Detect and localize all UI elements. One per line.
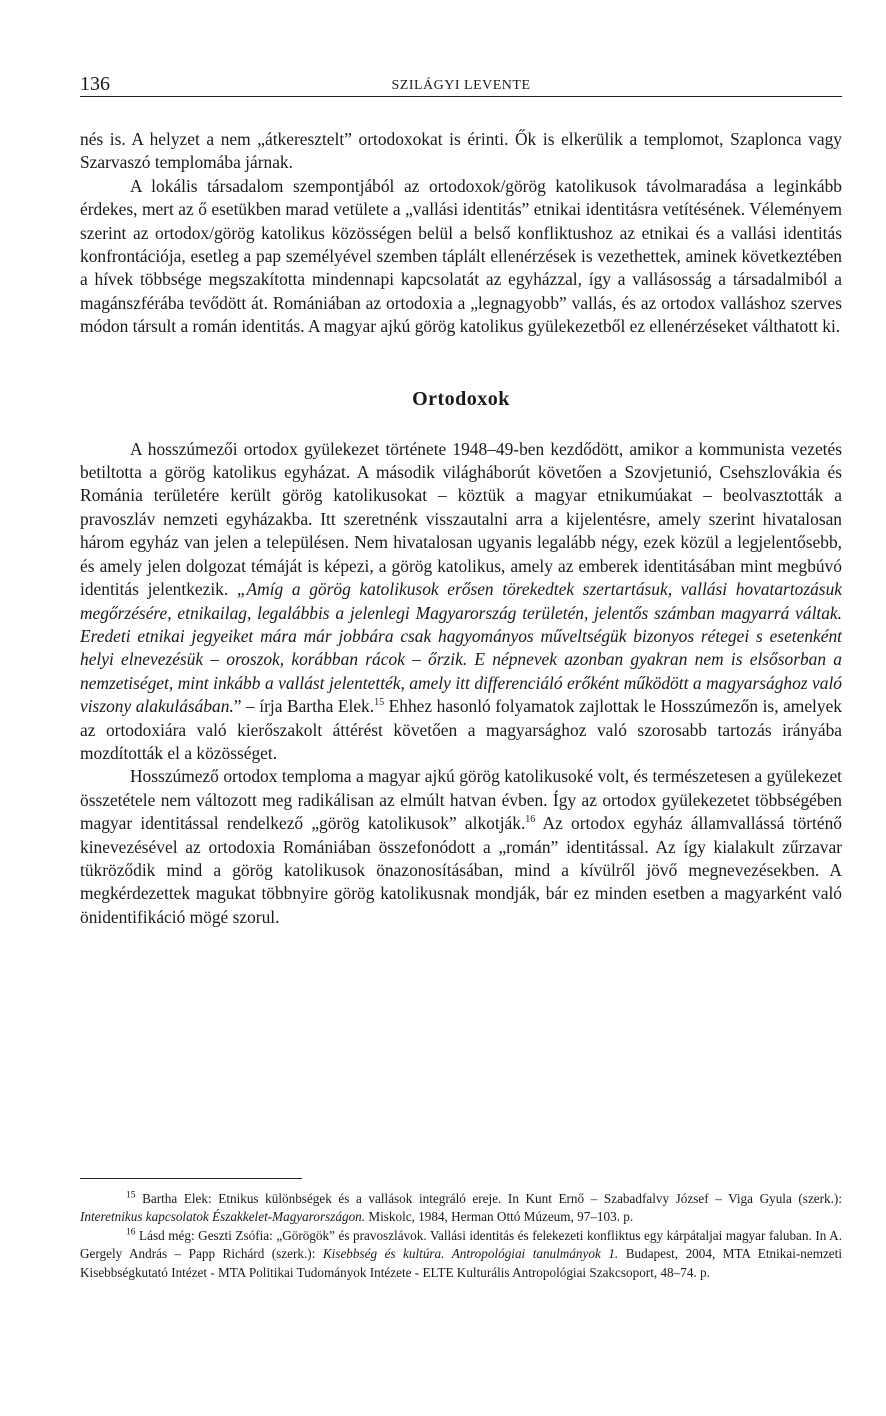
paragraph: A lokális társadalom szempontjából az ortodoxok/görög katolikusok távolmaradása a leginkább érdekes, mert az ő esetükben marad vetülete a „vallási identitás” etnikai identitásra vetítésének. Véleményem szerint az ortodox/görög katolikus közösségen belül a belső konfliktushoz az etnikai és a vallási identitás konfrontációja, esetleg a pap személyével szemben táplált ellenérzések is vezethettek, aminek következtében a hívek többsége megszakította mindennapi kapcsolatát az egyházzal, így a vallásosság a társadalmiból a magánszférába tevődött át. Romániában az ortodoxia a „legnagyobb” vallás, és az ortodox valláshoz szerves módon társult a román identitás. A magyar ajkú görög katolikus gyülekezetből ez ellenérzéseket válthatott ki. <box>80 175 842 337</box>
footnote-ref[interactable]: 15 <box>374 697 385 709</box>
paragraph-text: A hosszúmezői ortodox gyülekezet története 1948–49-ben kezdődött, amikor a kommunista vezetés betiltotta a görög katolikus egyházat. A második világháborút követően a Szovjetunió, Csehszlovákia és Románia területére került görög katolikusokat – köztük a magyar etnikumúakat – beolvasztották a pravoszláv nemzeti egyházakba. Itt szeretnénk visszautalni arra a kijelentésre, amely szerint hivatalosan három egyház van jelen a településen. Nem hivatalosan ugyanis legalább négy, ezek közül a legjelentősebb, és amely jelen dolgozat témáját is képezi, a görög katolikus, amely az emberek identitásában mint megbúvó identitás jelentkezik. <box>80 438 842 600</box>
paragraph-text: Hosszúmező ortodox temploma a magyar ajkú görög katolikusoké volt, és természetesen a gyülekezet összetétele nem változott meg radikálisan az elmúlt hatvan évben. Így az ortodox gyülekezetet többségében magyar identitással rendelkező „görög katolikusok” alkotják. <box>80 766 842 834</box>
footnote-ref[interactable]: 16 <box>525 814 536 826</box>
footnote-mark: 15 <box>126 1190 136 1201</box>
footnote-mark: 16 <box>126 1227 136 1238</box>
body-text <box>80 128 842 929</box>
page-header <box>80 74 842 97</box>
paragraph-text: Ehhez hasonló folyamatok zajlottak le Hosszúmezőn is, amelyek az ortodoxiára való kierőszakolt áttérést követően a magyarsághoz való szorosabb tartozás irányába mozdították el a közösséget. <box>80 696 842 763</box>
block-quote: „Amíg a görög katolikusok erősen törekedtek szertartásuk, vallási hovatartozásuk megőrzésére, etnikailag, legalábbis a jelenlegi Magyarország területén, jelentős számban magyarrá váltak. Eredeti etnikai jegyeiket mára már jobbára csak hagyományos műveltségük bizonyos rétegei s esetenként helyi elnevezésük – oroszok, korábban rácok – őrzik. E népnevek azonban gyakran nem is elsősorban a nemzetiséget, mint inkább a vallást jelentették, amely itt differenciáló erőként működött a magyarsághoz való viszony alakulásában. <box>80 579 842 717</box>
footnote-title: Kisebbség és kultúra. Antropológiai tanulmányok 1. <box>322 1246 619 1262</box>
footnote-text: Lásd még: Geszti Zsófia: „Görögök” és pravoszlávok. Vallási identitás és felekezeti konfliktus egy kárpátaljai magyar faluban. In A. Gergely András – Papp Richárd (szerk.): <box>80 1227 842 1262</box>
paragraph-continued: nés is. A helyzet a nem „átkeresztelt” ortodoxokat is érinti. Ők is elkerülik a templomot, Szaplonca vagy Szarvaszó templomába járnak. <box>80 129 842 173</box>
footnote-text: Budapest, 2004, MTA Etnikai-nemzeti Kisebbségkutató Intézet - MTA Politikai Tudományok Intézete - ELTE Kulturális Antropológiai Szakcsoport, 48–74. p. <box>80 1246 842 1280</box>
footnotes <box>80 1190 842 1282</box>
section-heading: Ortodoxok <box>412 387 510 410</box>
footnote <box>80 1190 842 1227</box>
footnote-text: Miskolc, 1984, Herman Ottó Múzeum, 97–103. p. <box>365 1209 634 1225</box>
footnote <box>80 1227 842 1282</box>
paragraph-text: ” – írja Bartha Elek. <box>233 696 375 717</box>
page-number: 136 <box>80 73 110 95</box>
paragraph-text: Az ortodox egyház államvallássá történő kinevezésével az ortodoxia Romániában összefonódott a „román” identitással. Az így kialakult zűrzavar tükröződik mind a görög katolikusok önazonosításában, mind a kívülről jövő megnevezésekben. A megkérdezettek magukat többnyire görög katolikusnak mondják, bár ez minden esetben a magyarként való önidentifikáció mögé szorul. <box>80 813 842 927</box>
footnote-title: Interetnikus kapcsolatok Északkelet-Magyarországon. <box>80 1209 366 1225</box>
footnote-text: Bartha Elek: Etnikus különbségek és a vallások integráló ereje. In Kunt Ernő – Szabadfalvy József – Viga Gyula (szerk.): <box>135 1191 842 1206</box>
paragraph <box>80 438 842 766</box>
running-head: SZILÁGYI LEVENTE <box>391 78 531 93</box>
paragraph <box>80 765 842 929</box>
footnote-divider <box>80 1178 302 1179</box>
